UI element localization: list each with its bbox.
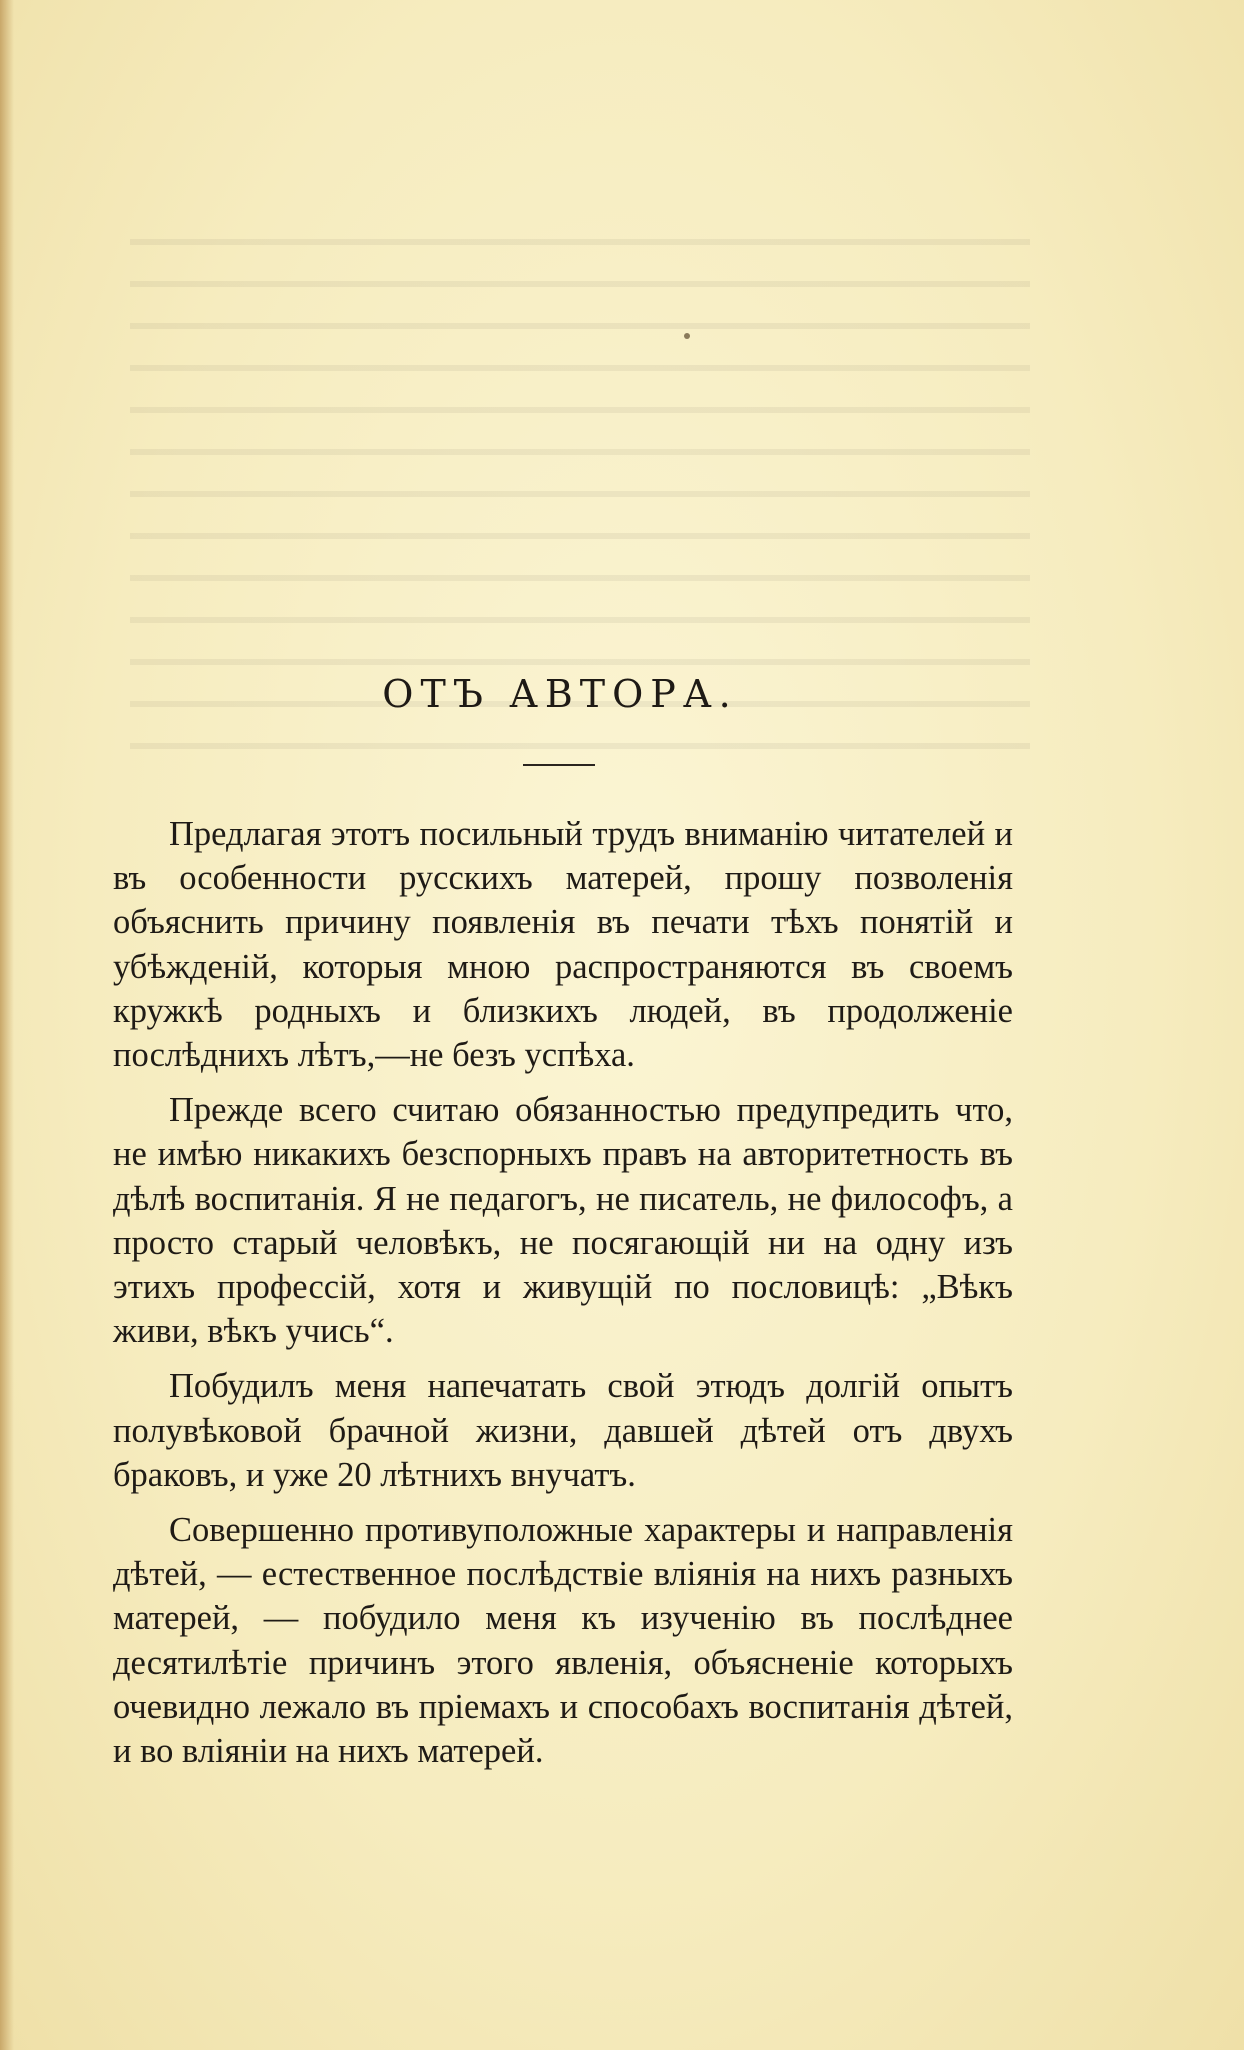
page-edge-shadow [0,0,14,2050]
body-text [113,812,1013,1784]
paragraph-4: Совершенно противуположные характеры и направленія дѣтей, — естественное послѣдствіе вліянія на нихъ разныхъ матерей, — побудило меня къ изученію въ послѣднее десятилѣтіе причинъ этого явленія, объясненіе которыхъ очевидно лежало въ пріемахъ и способахъ воспитанія дѣтей, и во вліяніи на нихъ матерей. [113,1511,1013,1771]
paragraph-1: Предлагая этотъ посильный трудъ вниманію читателей и въ особенности русскихъ матерей, прошу позволенія объяснить причину появленія въ печати тѣхъ понятій и убѣжденій, которыя мною распространяются въ своемъ кружкѣ родныхъ и близкихъ людей, въ продолженіе послѣднихъ лѣтъ,—не безъ успѣха. [113,815,1013,1075]
page-title: ОТЪ АВТОРА. [382,672,738,716]
paper-speck [684,333,690,339]
title-divider [523,764,595,766]
paragraph-2: Прежде всего считаю обязанностью предупредить что, не имѣю никакихъ безспорныхъ правъ на авторитетность въ дѣлѣ воспитанія. Я не педагогъ, не писатель, не философъ, а просто старый человѣкъ, не посягающій ни на одну изъ этихъ профессій, хотя и живущій по пословицѣ: „Вѣкъ живи, вѣкъ учись“. [113,1091,1013,1351]
paragraph-3: Побудилъ меня напечатать свой этюдъ долгій опытъ полувѣковой брачной жизни, давшей дѣтей отъ двухъ браковъ, и уже 20 лѣтнихъ внучатъ. [113,1367,1013,1494]
